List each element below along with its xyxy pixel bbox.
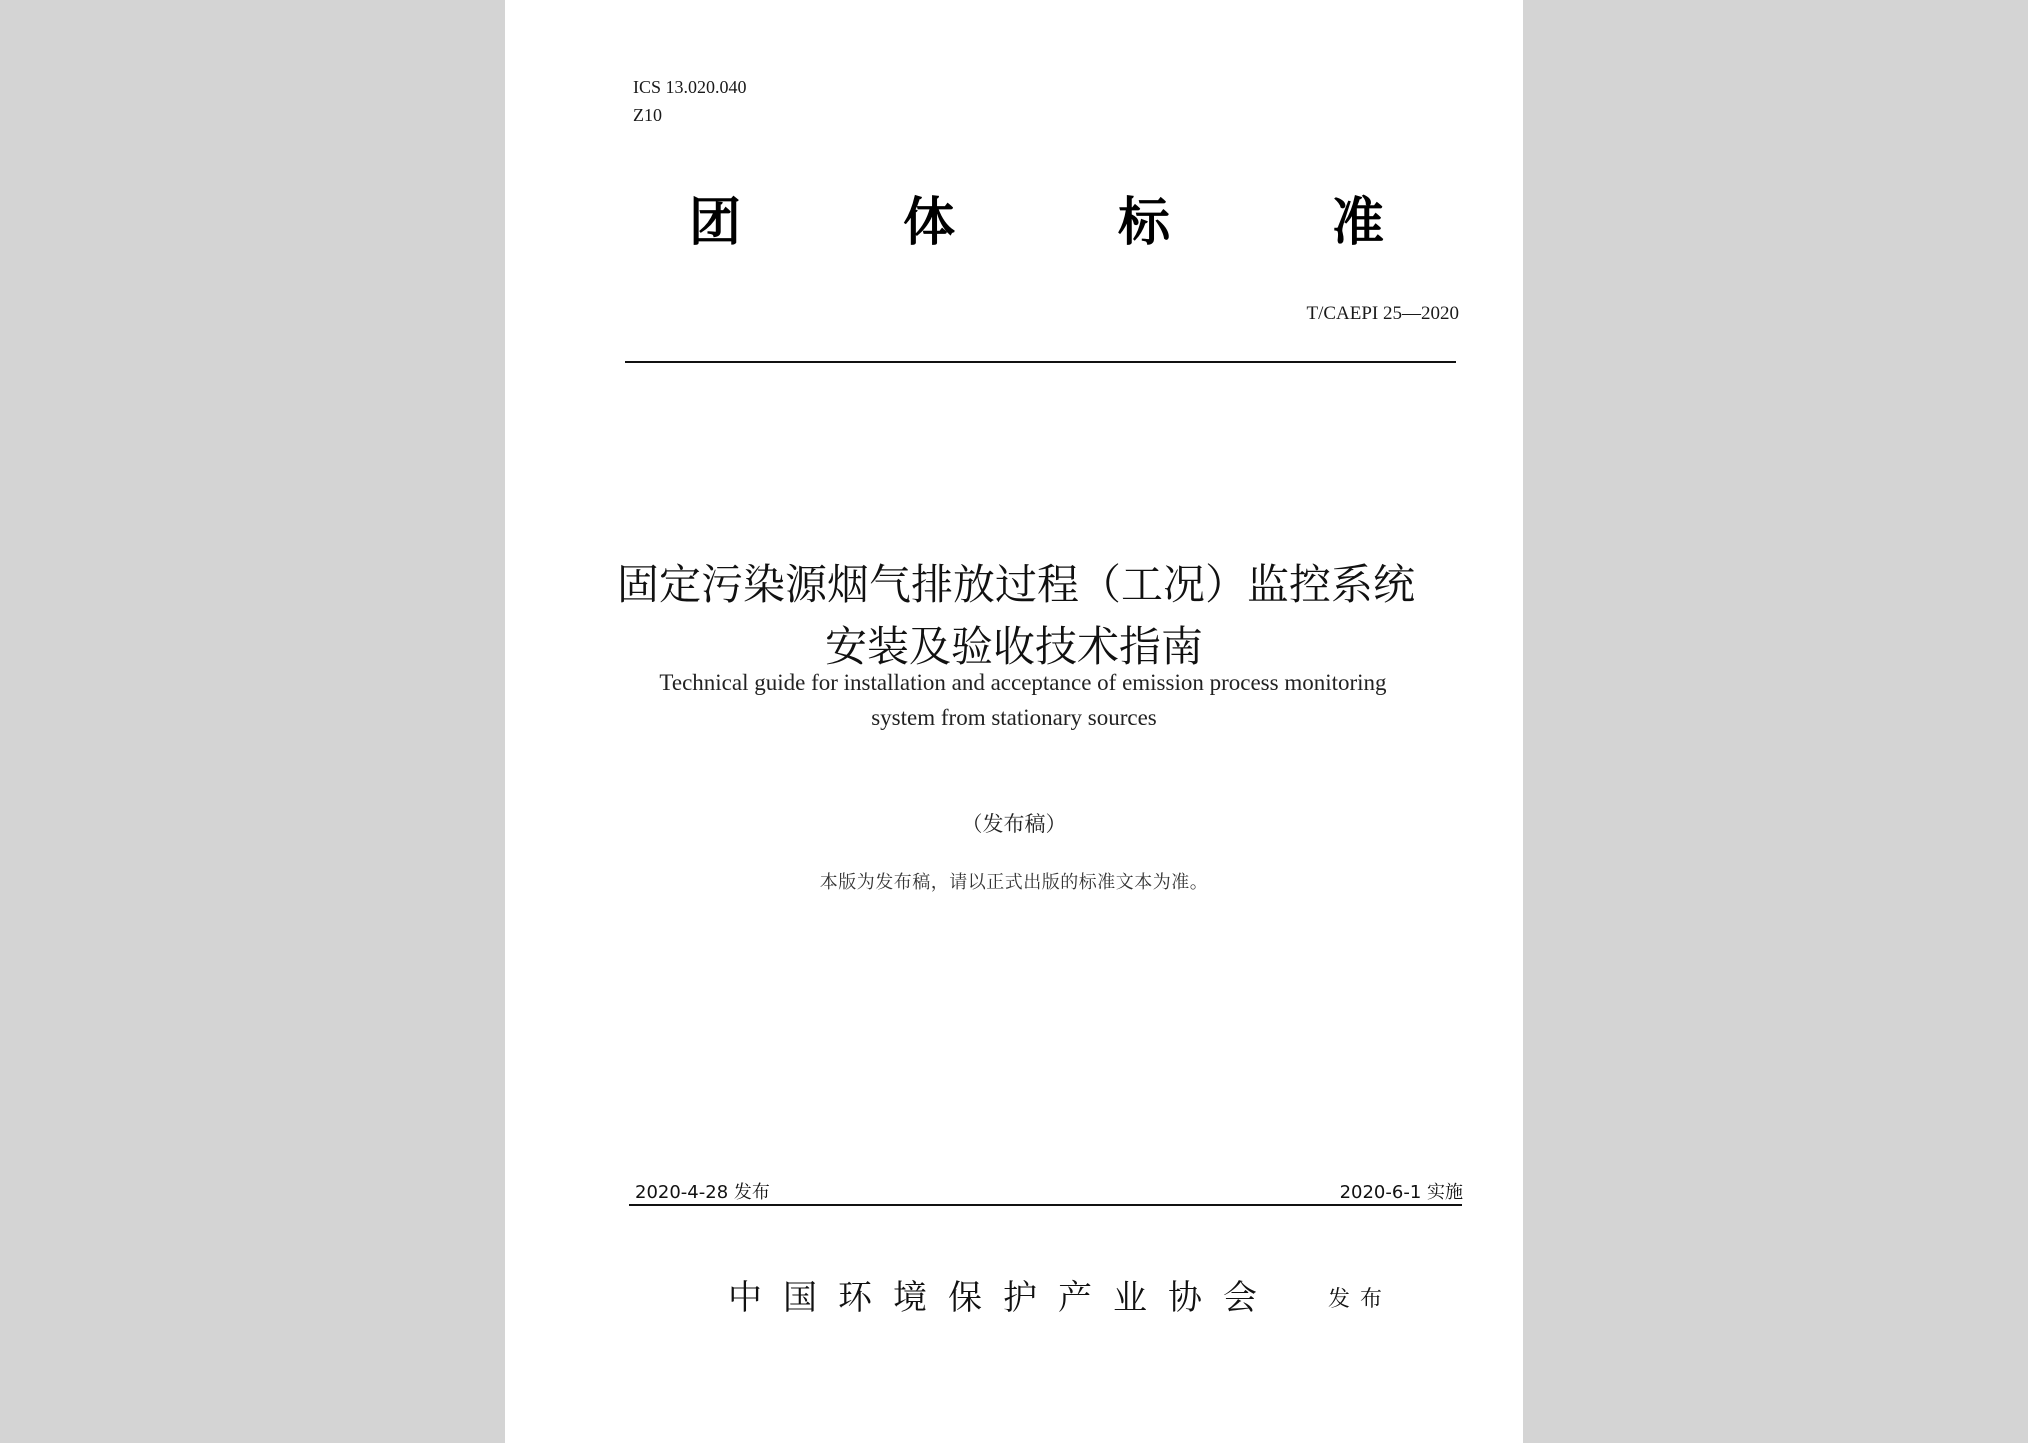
standard-type-char: 团 bbox=[689, 193, 742, 253]
publisher-name: 中国环境保护产业协会 bbox=[728, 1278, 1278, 1318]
issue-date: 2020-4-28 发布 bbox=[635, 1182, 770, 1203]
header-divider bbox=[625, 361, 1456, 363]
standard-number: T/CAEPI 25—2020 bbox=[1306, 303, 1459, 324]
title-cn-line-1: 固定污染源烟气排放过程（工况）监控系统 bbox=[616, 560, 1415, 609]
title-en-line-1: Technical guide for installation and acceptance of emission process monitoring bbox=[659, 670, 1387, 695]
standard-type-char: 准 bbox=[1332, 193, 1385, 253]
draft-label: （发布稿） bbox=[961, 812, 1067, 836]
standard-type-heading bbox=[633, 188, 1385, 258]
standard-type-char: 标 bbox=[1118, 193, 1171, 253]
title-cn-line-2: 安装及验收技术指南 bbox=[824, 622, 1203, 671]
ics-code: ICS 13.020.040 bbox=[633, 77, 747, 97]
draft-note: 本版为发布稿，请以正式出版的标准文本为准。 bbox=[819, 872, 1209, 893]
standard-type-char: 体 bbox=[903, 193, 956, 253]
publisher-action: 发布 bbox=[1328, 1287, 1393, 1312]
footer-divider bbox=[629, 1204, 1462, 1206]
classification-codes bbox=[633, 73, 747, 129]
document-page bbox=[505, 0, 1523, 1443]
implementation-date: 2020-6-1 实施 bbox=[1339, 1182, 1463, 1203]
title-en-line-2: system from stationary sources bbox=[871, 705, 1157, 730]
ccs-code: Z10 bbox=[633, 105, 662, 125]
